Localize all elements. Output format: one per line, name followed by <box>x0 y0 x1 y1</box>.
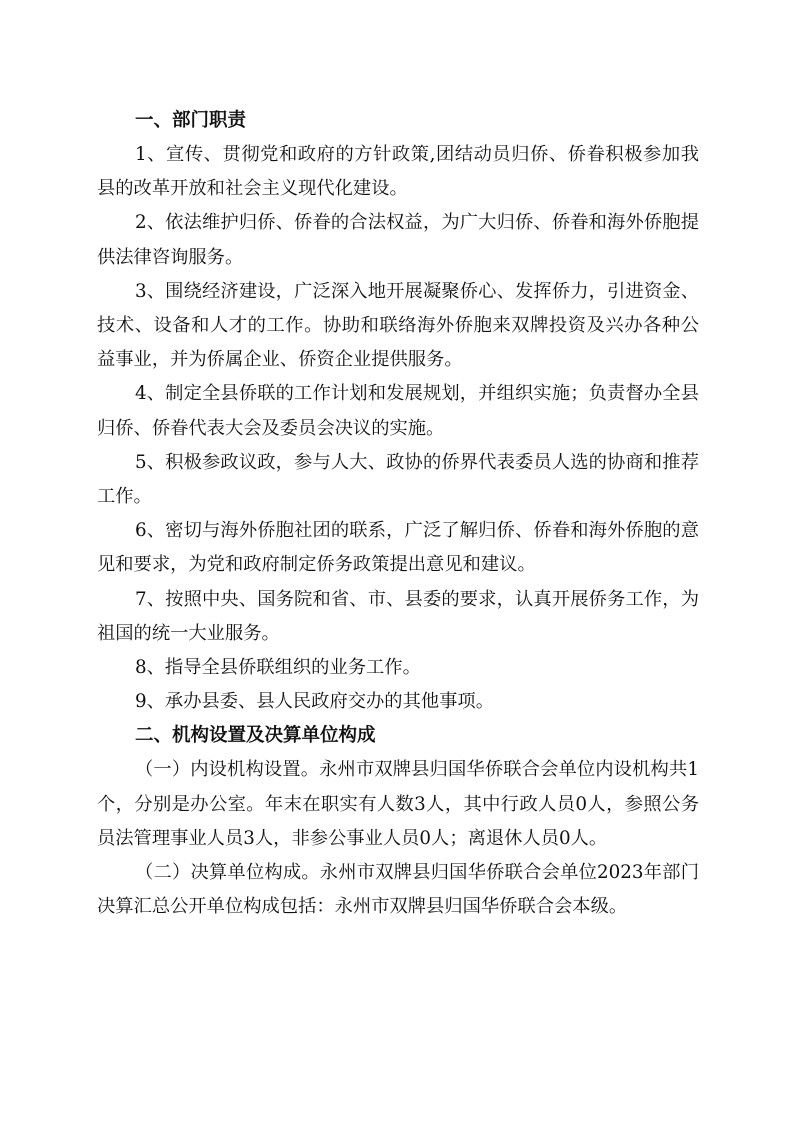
duty-paragraph-9: 9、承办县委、县人民政府交办的其他事项。 <box>135 691 494 713</box>
duty-paragraph-8: 8、指导全县侨联组织的业务工作。 <box>135 657 421 679</box>
section-heading-duties: 一、部门职责 <box>135 110 247 131</box>
duty-paragraph-1: 1、宣传、贯彻党和政府的方针政策,团结动员归侨、侨眷积极参加我县的改革开放和社会主义现代化建设。 <box>97 144 699 200</box>
duty-paragraph-7: 7、按照中央、国务院和省、市、县委的要求，认真开展侨务工作，为祖国的统一大业服务。 <box>97 588 699 644</box>
section-heading-organization: 二、机构设置及决算单位构成 <box>135 725 376 747</box>
duty-paragraph-4: 4、制定全县侨联的工作计划和发展规划，并组织实施；负责督办全县归侨、侨眷代表大会及委员会决议的实施。 <box>97 383 699 439</box>
duty-paragraph-2: 2、依法维护归侨、侨眷的合法权益，为广大归侨、侨眷和海外侨胞提供法律咨询服务。 <box>97 212 699 268</box>
duty-paragraph-3: 3、围绕经济建设，广泛深入地开展凝聚侨心、发挥侨力，引进资金、技术、设备和人才的工作。协助和联络海外侨胞来双牌投资及兴办各种公益事业，并为侨属企业、侨资企业提供服务。 <box>97 280 699 371</box>
duty-paragraph-6: 6、密切与海外侨胞社团的联系，广泛了解归侨、侨眷和海外侨胞的意见和要求，为党和政府制定侨务政策提出意见和建议。 <box>97 520 699 576</box>
document-body <box>97 104 699 924</box>
org-paragraph-budget-units: （二）决算单位构成。永州市双牌县归国华侨联合会单位2023年部门决算汇总公开单位构成包括：永州市双牌县归国华侨联合会本级。 <box>97 862 699 918</box>
org-paragraph-internal-structure: （一）内设机构设置。永州市双牌县归国华侨联合会单位内设机构共1个，分别是办公室。年末在职实有人数3人，其中行政人员0人，参照公务员法管理事业人员3人，非参公事业人员0人；离退休人员0人。 <box>97 759 699 849</box>
duty-paragraph-5: 5、积极参政议政，参与人大、政协的侨界代表委员人选的协商和推荐工作。 <box>97 451 699 508</box>
